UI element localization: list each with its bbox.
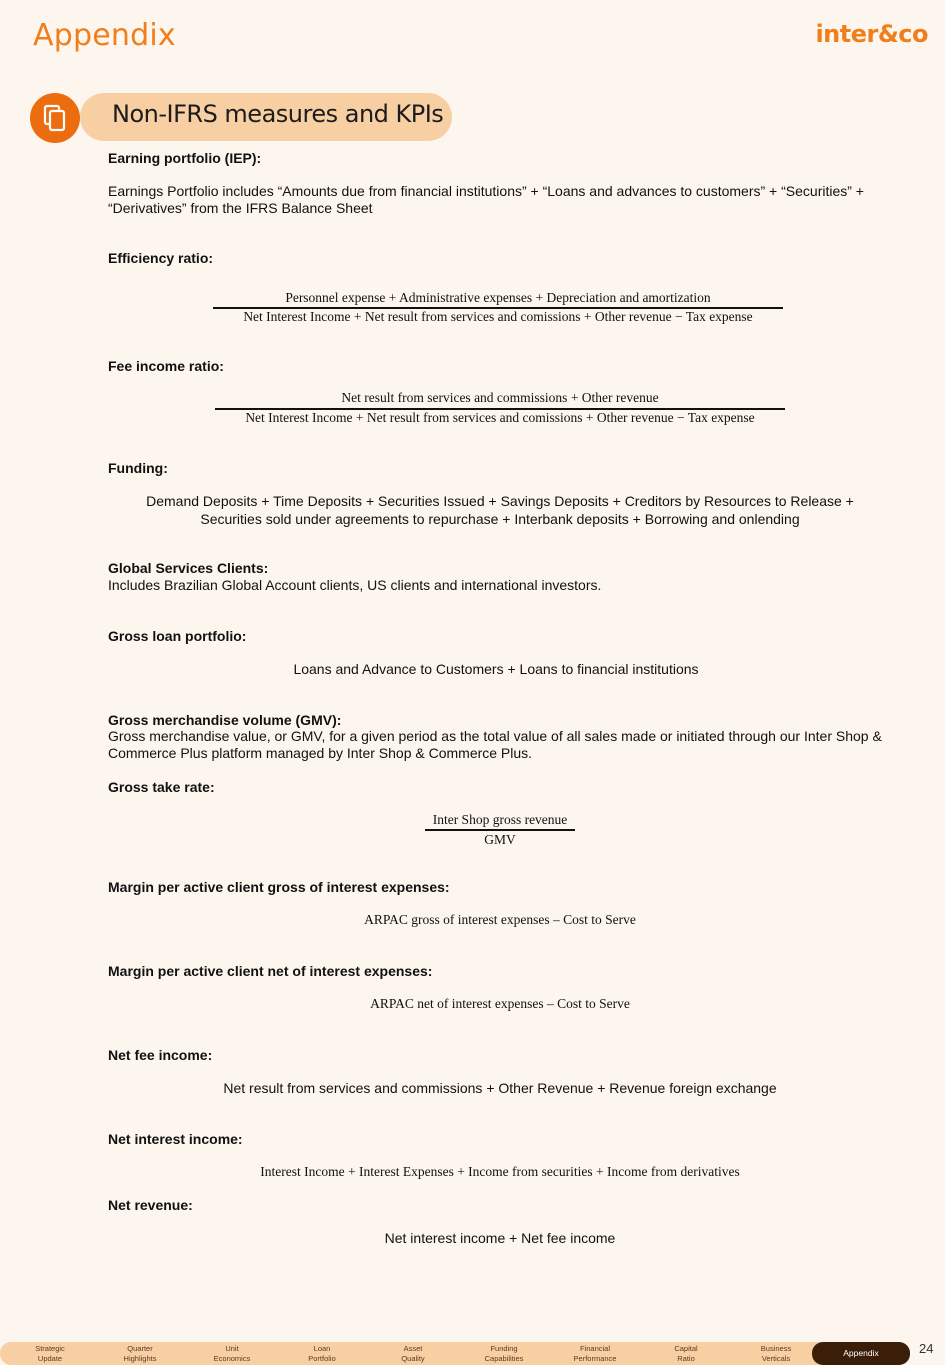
footer-nav <box>0 1342 945 1365</box>
net-fee-heading: Net fee income: <box>108 1047 213 1063</box>
net-revenue-heading: Net revenue: <box>108 1197 193 1213</box>
take-rate-numerator: Inter Shop gross revenue <box>432 812 568 827</box>
global-heading: Global Services Clients: <box>108 560 269 576</box>
gross-loan-formula: Loans and Advance to Customers + Loans to financial institutions <box>293 661 699 677</box>
section-icon-badge <box>30 93 80 143</box>
nav-label-2: Update <box>37 1353 63 1363</box>
nav-label-1: Quarter <box>127 1344 153 1353</box>
gmv-heading: Gross merchandise volume (GMV): <box>108 712 342 728</box>
margin-net-heading: Margin per active client net of interest expenses: <box>108 963 433 979</box>
efficiency-denominator: Net Interest Income + Net result from services and comissions + Other revenue − Tax expense <box>243 309 753 324</box>
take-rate-denominator: GMV <box>484 832 516 847</box>
nav-unit-economics[interactable] <box>187 1344 277 1363</box>
nav-loan-portfolio[interactable] <box>277 1344 367 1363</box>
nav-label-1: Unit <box>225 1344 239 1353</box>
gmv-text: Gross merchandise value, or GMV, for a given period as the total value of all sales made or initiated through our Inter Shop & Commerce Plus platform managed by Inter Shop & Commerce Plus. <box>108 728 882 761</box>
nav-funding-capabilities[interactable] <box>459 1344 549 1363</box>
nav-label-2: Highlights <box>123 1353 157 1363</box>
nav-label-2: Performance <box>573 1353 617 1363</box>
efficiency-heading: Efficiency ratio: <box>108 250 214 266</box>
nav-strategic-update[interactable] <box>5 1344 95 1363</box>
nav-label-2: Capabilities <box>484 1353 524 1363</box>
fee-ratio-denominator: Net Interest Income + Net result from services and comissions + Other revenue − Tax expense <box>245 410 755 425</box>
net-fee-formula: Net result from services and commissions + Other Revenue + Revenue foreign exchange <box>223 1080 777 1096</box>
nav-label-1: Capital <box>674 1344 698 1353</box>
iep-heading: Earning portfolio (IEP): <box>108 150 262 166</box>
funding-formula-line-1: Demand Deposits + Time Deposits + Securities Issued + Savings Deposits + Creditors by Resources to Release + <box>146 493 854 509</box>
nav-asset-quality[interactable] <box>368 1344 458 1363</box>
nav-capital-ratio[interactable] <box>641 1344 731 1363</box>
copy-icon <box>42 104 68 132</box>
nav-quarter-highlights[interactable] <box>95 1344 185 1363</box>
page-number: 24 <box>919 1341 934 1356</box>
funding-heading: Funding: <box>108 460 168 476</box>
page-title: Appendix <box>33 18 176 53</box>
take-rate-fraction-bar <box>425 829 575 831</box>
nav-appendix-active[interactable]: Appendix <box>812 1342 910 1365</box>
iep-text: Earnings Portfolio includes “Amounts due from financial institutions” + “Loans and advances to customers” + “Securities” + “Derivatives” from the IFRS Balance Sheet <box>108 183 864 216</box>
nav-label-1: Financial <box>579 1344 610 1353</box>
nav-label-1: Loan <box>313 1344 331 1353</box>
take-rate-heading: Gross take rate: <box>108 779 215 795</box>
margin-gross-heading: Margin per active client gross of interest expenses: <box>108 879 450 895</box>
nav-label-1: Asset <box>403 1344 423 1353</box>
nav-label-1: Business <box>760 1344 792 1353</box>
company-logo: inter&co <box>815 20 928 48</box>
nav-label-2: Quality <box>401 1353 425 1363</box>
nav-label-2: Economics <box>213 1353 251 1363</box>
nav-financial-performance[interactable] <box>550 1344 640 1363</box>
fee-ratio-heading: Fee income ratio: <box>108 358 224 374</box>
global-text: Includes Brazilian Global Account clients, US clients and international investors. <box>108 577 602 593</box>
nav-label-2: Portfolio <box>308 1353 336 1363</box>
nav-business-verticals[interactable] <box>731 1344 821 1363</box>
nav-label-2: Verticals <box>761 1353 791 1363</box>
nav-label-1: Strategic <box>35 1344 65 1353</box>
margin-gross-formula: ARPAC gross of interest expenses – Cost to Serve <box>364 912 636 927</box>
net-revenue-formula: Net interest income + Net fee income <box>384 1230 616 1246</box>
section-title: Non-IFRS measures and KPIs <box>112 100 444 128</box>
nii-heading: Net interest income: <box>108 1131 243 1147</box>
gross-loan-heading: Gross loan portfolio: <box>108 628 247 644</box>
efficiency-numerator: Personnel expense + Administrative expenses + Depreciation and amortization <box>285 290 711 305</box>
funding-formula-line-2: Securities sold under agreements to repurchase + Interbank deposits + Borrowing and onlending <box>200 511 800 527</box>
nav-label-1: Funding <box>490 1344 518 1353</box>
margin-net-formula: ARPAC net of interest expenses – Cost to Serve <box>370 996 630 1011</box>
fee-ratio-numerator: Net result from services and commissions + Other revenue <box>341 390 659 405</box>
nii-formula: Interest Income + Interest Expenses + Income from securities + Income from derivatives <box>260 1164 740 1179</box>
nav-label-2: Ratio <box>677 1353 695 1363</box>
